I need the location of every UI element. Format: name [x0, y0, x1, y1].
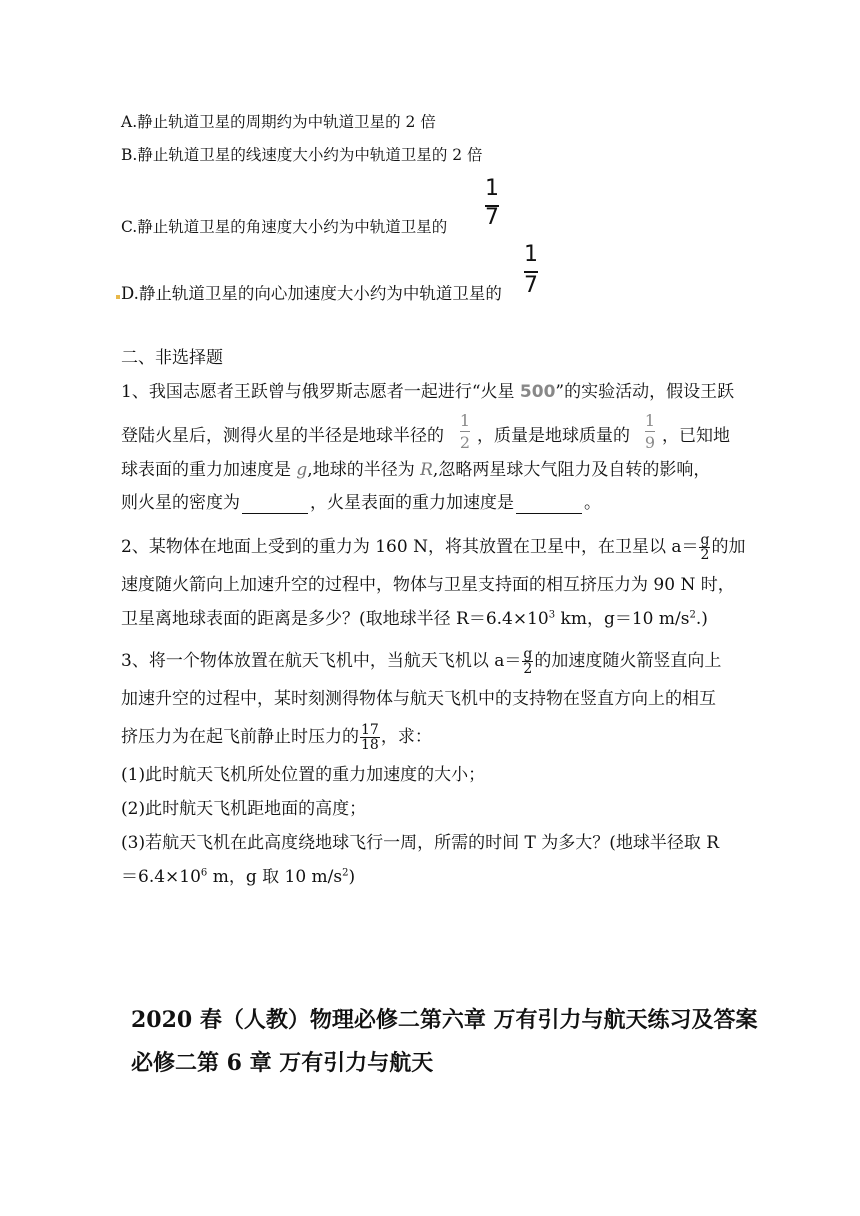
q3-fraction-17-18: $\frac{17}{18}$ — [361, 722, 379, 753]
option-c-fraction-denominator: 7 — [485, 205, 499, 230]
option-c: C.静止轨道卫星的角速度大小约为中轨道卫星的 — [121, 218, 448, 236]
q2-line2: 速度随火箭向上加速升空的过程中，物体与卫星支持面的相互挤压力为 90 N 时， — [121, 575, 735, 595]
q1-fraction2-numerator: 1 — [644, 411, 656, 430]
gravity-symbol: g — [296, 460, 308, 480]
answer-blank-gravity — [516, 498, 582, 514]
q2-line1: 2、某物体在地面上受到的重力为 160 N，将其放置在卫星中，在卫星以 a＝ $\frac{g}{2}$ 的加 — [121, 532, 746, 563]
section-title: 二、非选择题 — [121, 348, 223, 368]
q1-line2: 登陆火星后，测得火星的半径是地球半径的 — [121, 426, 444, 446]
q3-fraction: $\frac{g}{2}$ — [523, 646, 533, 677]
q1-fraction2-denominator: 9 — [644, 433, 656, 452]
q1-line2-end: ，已知地 — [662, 426, 730, 446]
q3-sub1: (1)此时航天飞机所处位置的重力加速度的大小； — [121, 765, 486, 785]
q1-fraction2-bar — [645, 431, 655, 432]
q3-line1: 3、将一个物体放置在航天飞机中，当航天飞机以 a＝ $\frac{g}{2}$ 的加速度随火箭竖直向上 — [121, 646, 722, 677]
q1-line3: 球表面的重力加速度是 g,地球的半径为 R,忽略两星球大气阻力及自转的影响， — [121, 460, 711, 480]
q3-line2: 加速升空的过程中，某时刻测得物体与航天飞机中的支持物在竖直方向上的相互 — [121, 689, 716, 709]
q3-sub2: (2)此时航天飞机距地面的高度； — [121, 799, 367, 819]
q1-line1: 1、我国志愿者王跃曾与俄罗斯志愿者一起进行“火星 500”的实验活动，假设王跃 — [121, 382, 735, 402]
option-c-fraction-numerator: 1 — [485, 176, 499, 201]
q1-fraction1-bar — [460, 431, 470, 432]
edit-marker — [116, 295, 120, 299]
q2-fraction: $\frac{g}{2}$ — [700, 532, 710, 563]
q3-sub3-cont: $=6.4\times 10^6$ m，g 取 10 $m/s^2$) — [121, 867, 356, 887]
option-d-fraction-denominator: 7 — [524, 273, 538, 298]
q1-line2-mid: ，质量是地球质量的 — [477, 426, 630, 446]
q1-line4: 则火星的密度为 ，火星表面的重力加速度是 。 — [121, 493, 601, 513]
option-d: D.静止轨道卫星的向心加速度大小约为中轨道卫星的 — [121, 284, 502, 303]
q2-line3: 卫星离地球表面的距离是多少？(取地球半径 $R=6.4\times 10^3$ km，g＝10 $m/s^2$.) — [121, 609, 708, 629]
option-a: A.静止轨道卫星的周期约为中轨道卫星的 2 倍 — [121, 113, 436, 131]
q1-fraction1-numerator: 1 — [459, 411, 471, 430]
q1-fraction1-denominator: 2 — [459, 433, 471, 452]
radius-symbol: R — [420, 460, 433, 480]
chapter-heading: 2020 春（人教）物理必修二第六章 万有引力与航天练习及答案 — [131, 1007, 758, 1033]
q3-line3: 挤压力为在起飞前静止时压力的 $\frac{17}{18}$ ，求： — [121, 722, 432, 753]
option-b: B.静止轨道卫星的线速度大小约为中轨道卫星的 2 倍 — [121, 146, 483, 164]
q3-sub3: (3)若航天飞机在此高度绕地球飞行一周，所需的时间 T 为多大？(地球半径取 R — [121, 833, 720, 853]
answer-blank-density — [242, 498, 308, 514]
chapter-subheading: 必修二第 6 章 万有引力与航天 — [131, 1050, 434, 1076]
option-d-fraction-numerator: 1 — [524, 242, 538, 267]
